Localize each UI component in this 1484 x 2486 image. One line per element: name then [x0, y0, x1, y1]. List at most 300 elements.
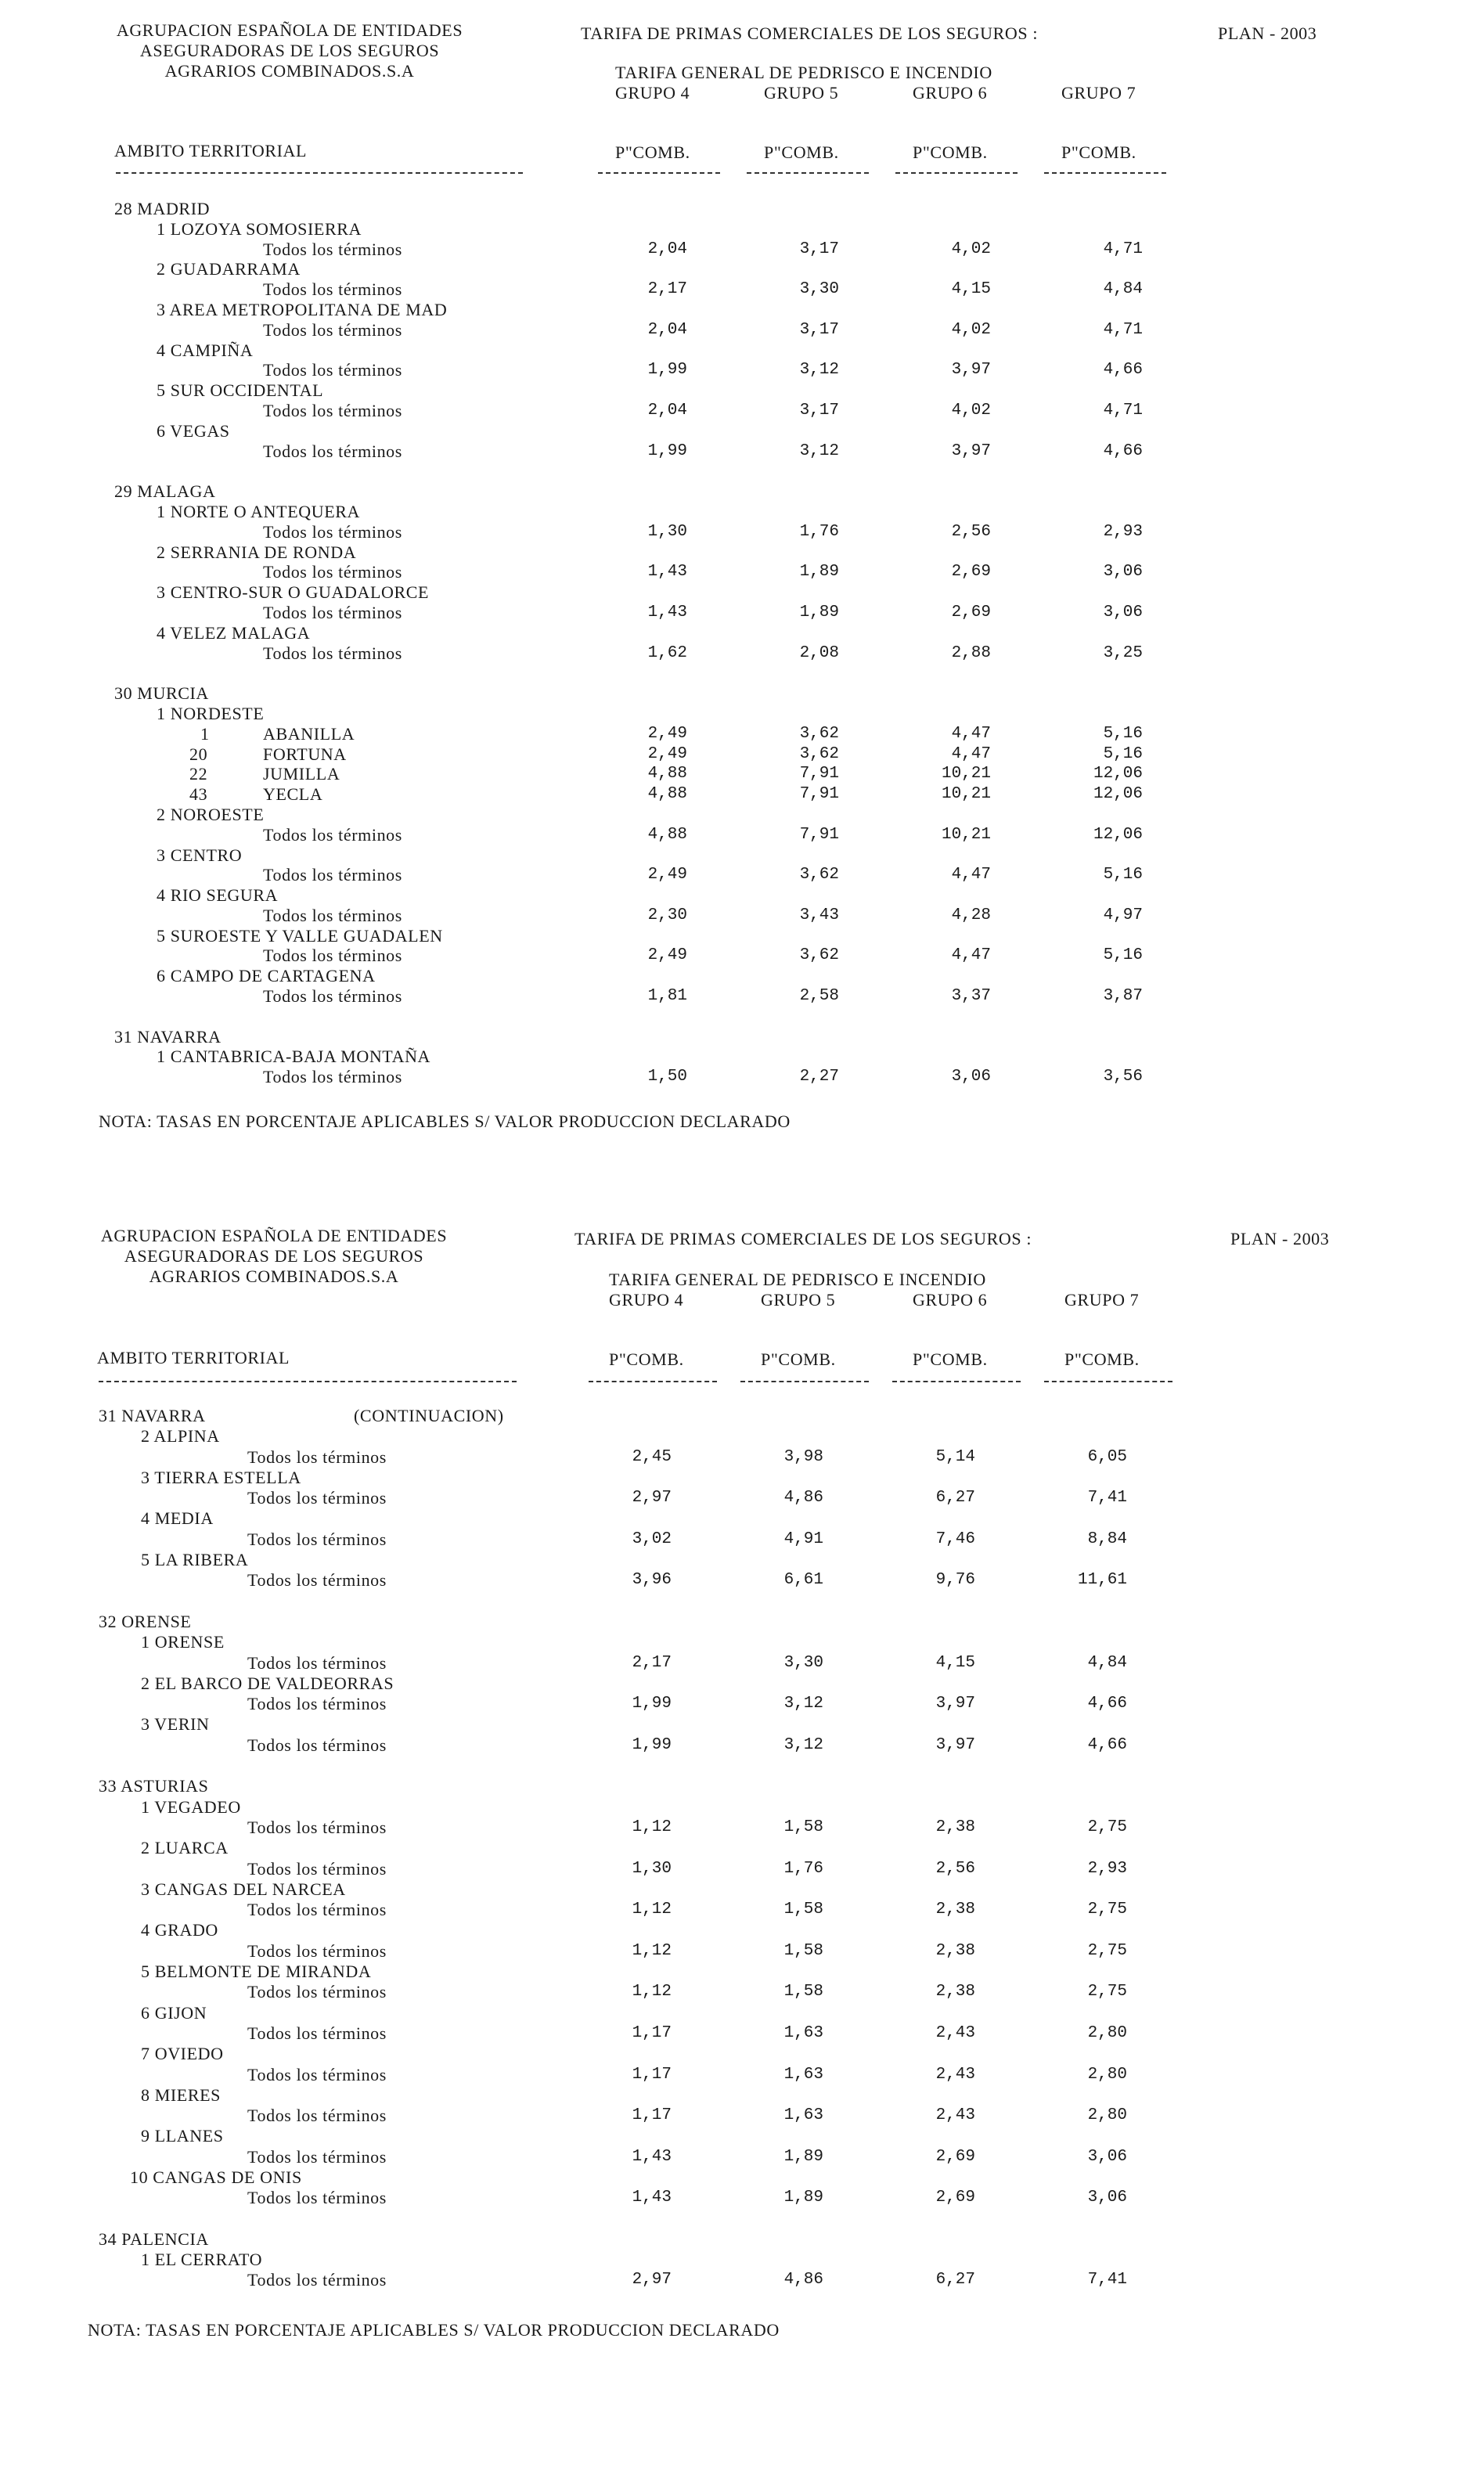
comarca-row [0, 219, 1484, 240]
comarca-label: 4 RIO SEGURA [157, 885, 279, 906]
header-divider-ambito [116, 172, 523, 174]
rate-value-grupo-6: 3,97 [951, 441, 991, 460]
comarca-label: 8 MIERES [141, 2084, 221, 2105]
rate-value-grupo-4: 1,50 [647, 1068, 687, 1086]
province-row [0, 1776, 1484, 1796]
rate-value-grupo-7: 3,87 [1103, 987, 1143, 1006]
rate-value-grupo-5: 2,58 [799, 987, 839, 1006]
comarca-label: 3 CANGAS DEL NARCEA [141, 1879, 346, 1899]
rate-value-grupo-5: 3,17 [799, 320, 839, 339]
rate-value-grupo-5: 1,58 [783, 1818, 823, 1836]
rate-value-grupo-7: 4,84 [1103, 280, 1143, 299]
rate-value-grupo-5: 3,62 [799, 724, 839, 743]
rate-value-grupo-6: 2,88 [951, 643, 991, 662]
rate-value-grupo-5: 3,17 [799, 401, 839, 420]
rate-value-grupo-4: 1,43 [632, 2189, 672, 2207]
term-row [0, 2188, 1484, 2208]
rate-value-grupo-5: 3,12 [799, 361, 839, 380]
rate-value-grupo-5: 1,58 [783, 1901, 823, 1919]
rate-value-grupo-4: 1,99 [632, 1735, 672, 1754]
comarca-row [0, 1508, 1484, 1529]
rate-value-grupo-6: 2,38 [935, 1818, 975, 1836]
rate-value-grupo-7: 2,80 [1087, 2065, 1127, 2084]
rate-value-grupo-5: 4,86 [783, 1489, 823, 1508]
rate-value-grupo-4: 2,30 [647, 906, 687, 924]
term-label: Todos los términos [247, 1900, 387, 1920]
header-divider-col-3 [895, 172, 1018, 174]
municipio-label: JUMILLA [263, 764, 340, 784]
rate-value-grupo-5: 3,62 [799, 744, 839, 763]
term-label: Todos los términos [263, 360, 402, 380]
comarca-label: 4 CAMPIÑA [157, 340, 254, 360]
group-header-7: GRUPO 7 [1064, 1290, 1140, 1310]
municipio-code: 43 [189, 784, 208, 805]
term-label: Todos los términos [263, 400, 402, 420]
column-header-1: P"COMB. [609, 1349, 684, 1369]
rate-value-grupo-6: 2,69 [935, 2189, 975, 2207]
group-header-5: GRUPO 5 [764, 83, 839, 103]
comarca-row [0, 380, 1484, 401]
comarca-label: 3 AREA METROPOLITANA DE MAD [157, 299, 448, 319]
comarca-label: 2 SERRANIA DE RONDA [157, 542, 357, 562]
comarca-row [0, 926, 1484, 946]
rate-value-grupo-7: 6,05 [1087, 1447, 1127, 1466]
group-header-6: GRUPO 6 [913, 1290, 988, 1310]
province-row [0, 199, 1484, 219]
province-label: 29 MALAGA [114, 481, 216, 502]
rate-value-grupo-7: 2,80 [1087, 2023, 1127, 2042]
column-header-1: P"COMB. [615, 142, 690, 162]
comarca-label: 1 CANTABRICA-BAJA MONTAÑA [157, 1047, 431, 1067]
spacer-row [0, 1007, 1484, 1027]
rate-value-grupo-7: 4,71 [1103, 240, 1143, 258]
term-label: Todos los términos [247, 2270, 387, 2290]
municipio-code: 22 [189, 764, 208, 784]
term-row [0, 320, 1484, 340]
rate-value-grupo-7: 2,75 [1087, 1901, 1127, 1919]
rate-value-grupo-6: 6,27 [935, 1489, 975, 1508]
term-row [0, 522, 1484, 542]
rate-value-grupo-7: 3,06 [1087, 2189, 1127, 2207]
rate-value-grupo-6: 4,15 [935, 1653, 975, 1672]
org-name-line-3: AGRARIOS COMBINADOS.S.A [164, 61, 415, 81]
rate-value-grupo-5: 3,12 [783, 1735, 823, 1754]
rate-value-grupo-4: 2,17 [632, 1653, 672, 1672]
comarca-row [0, 2250, 1484, 2270]
tariff-table [0, 199, 1484, 1087]
term-row [0, 401, 1484, 421]
rate-value-grupo-4: 2,49 [647, 744, 687, 763]
header-divider-col-1 [589, 1381, 717, 1382]
comarca-label: 1 ORENSE [141, 1632, 225, 1652]
comarca-row [0, 300, 1484, 320]
ambito-territorial-header: AMBITO TERRITORIAL [97, 1348, 290, 1367]
comarca-label: 6 VEGAS [157, 420, 230, 441]
rate-value-grupo-5: 1,63 [783, 2065, 823, 2084]
comarca-label: 3 VERIN [141, 1714, 210, 1735]
comarca-row [0, 2085, 1484, 2106]
rate-value-grupo-7: 4,71 [1103, 320, 1143, 339]
rate-value-grupo-6: 4,47 [951, 724, 991, 743]
rate-value-grupo-5: 4,91 [783, 1529, 823, 1548]
term-label: Todos los términos [247, 1982, 387, 2002]
rate-value-grupo-7: 4,97 [1103, 906, 1143, 924]
term-label: Todos los términos [263, 319, 402, 340]
rate-value-grupo-7: 4,66 [1103, 361, 1143, 380]
rate-value-grupo-5: 3,98 [783, 1447, 823, 1466]
term-row [0, 946, 1484, 966]
comarca-label: 1 VEGADEO [141, 1796, 241, 1817]
comarca-row [0, 1879, 1484, 1900]
term-label: Todos los términos [263, 562, 402, 582]
comarca-label: 4 MEDIA [141, 1508, 214, 1529]
comarca-label: 9 LLANES [141, 2126, 224, 2146]
rate-value-grupo-5: 1,76 [783, 1859, 823, 1878]
footnote: NOTA: TASAS EN PORCENTAJE APLICABLES S/ VALOR PRODUCCION DECLARADO [99, 1111, 791, 1131]
term-row [0, 1570, 1484, 1591]
spacer-row [0, 2209, 1484, 2229]
province-label: 28 MADRID [114, 199, 211, 218]
rate-value-grupo-6: 4,47 [951, 866, 991, 885]
rate-value-grupo-6: 3,97 [935, 1735, 975, 1754]
rate-value-grupo-7: 11,61 [1077, 1571, 1127, 1590]
municipio-row [0, 744, 1484, 765]
municipio-row [0, 724, 1484, 744]
comarca-label: 2 EL BARCO DE VALDEORRAS [141, 1673, 394, 1693]
rate-value-grupo-6: 4,02 [951, 240, 991, 258]
rate-value-grupo-6: 4,02 [951, 401, 991, 420]
rate-value-grupo-5: 2,08 [799, 643, 839, 662]
term-row [0, 1653, 1484, 1674]
rate-value-grupo-6: 10,21 [941, 785, 991, 804]
term-label: Todos los términos [263, 643, 402, 663]
province-row [0, 1406, 1484, 1426]
province-label: 31 NAVARRA [99, 1406, 206, 1425]
term-label: Todos los términos [263, 986, 402, 1007]
municipio-label: ABANILLA [263, 723, 355, 744]
comarca-row [0, 1797, 1484, 1818]
rate-value-grupo-7: 3,06 [1103, 563, 1143, 582]
comarca-row [0, 885, 1484, 906]
comarca-label: 4 GRADO [141, 1920, 218, 1940]
term-label: Todos los términos [263, 239, 402, 259]
term-label: Todos los términos [263, 865, 402, 885]
rate-value-grupo-5: 6,61 [783, 1571, 823, 1590]
comarca-label: 7 OVIEDO [141, 2044, 224, 2064]
ambito-territorial-header: AMBITO TERRITORIAL [114, 141, 308, 160]
province-label: 30 MURCIA [114, 683, 209, 704]
rate-value-grupo-5: 1,76 [799, 522, 839, 541]
term-label: Todos los términos [247, 2188, 387, 2208]
rate-value-grupo-5: 3,43 [799, 906, 839, 924]
term-row [0, 1067, 1484, 1087]
term-label: Todos los términos [247, 1694, 387, 1714]
province-row [0, 683, 1484, 704]
term-row [0, 360, 1484, 380]
term-row [0, 441, 1484, 462]
tariff-subtitle: TARIFA GENERAL DE PEDRISCO E INCENDIO [609, 1270, 986, 1289]
rate-value-grupo-6: 2,56 [935, 1859, 975, 1878]
comarca-label: 2 NOROESTE [157, 804, 265, 824]
rate-value-grupo-5: 3,62 [799, 866, 839, 885]
rate-value-grupo-4: 4,88 [647, 785, 687, 804]
tariff-table [0, 1406, 1484, 2291]
term-row [0, 2147, 1484, 2167]
comarca-label: 3 CENTRO-SUR O GUADALORCE [157, 582, 430, 603]
group-header-6: GRUPO 6 [913, 83, 988, 103]
comarca-label: 5 SUR OCCIDENTAL [157, 380, 324, 401]
term-row [0, 2065, 1484, 2085]
rate-value-grupo-7: 5,16 [1103, 744, 1143, 763]
rate-value-grupo-7: 3,06 [1103, 603, 1143, 622]
rate-value-grupo-4: 1,12 [632, 1941, 672, 1960]
term-row [0, 1529, 1484, 1550]
rate-value-grupo-4: 1,43 [647, 603, 687, 622]
rate-value-grupo-6: 4,15 [951, 280, 991, 299]
term-row [0, 2106, 1484, 2126]
rate-value-grupo-7: 3,06 [1087, 2147, 1127, 2166]
rate-value-grupo-5: 1,58 [783, 1983, 823, 2001]
term-label: Todos los términos [247, 1447, 387, 1467]
term-row [0, 906, 1484, 926]
rate-value-grupo-6: 2,38 [935, 1941, 975, 1960]
column-header-4: P"COMB. [1061, 142, 1136, 162]
rate-value-grupo-4: 1,17 [632, 2106, 672, 2125]
rate-value-grupo-4: 2,04 [647, 240, 687, 258]
rate-value-grupo-7: 3,25 [1103, 643, 1143, 662]
province-label: 34 PALENCIA [99, 2228, 209, 2249]
comarca-row [0, 2126, 1484, 2146]
municipio-code: 1 [200, 723, 210, 744]
term-label: Todos los términos [263, 521, 402, 542]
comarca-row [0, 502, 1484, 522]
term-row [0, 2023, 1484, 2044]
header-divider-col-1 [598, 172, 720, 174]
comarca-row [0, 340, 1484, 361]
comarca-label: 1 EL CERRATO [141, 2250, 263, 2270]
org-name-line-3: AGRARIOS COMBINADOS.S.A [149, 1266, 399, 1286]
term-row [0, 1694, 1484, 1714]
municipio-row [0, 764, 1484, 784]
rate-value-grupo-6: 2,43 [935, 2065, 975, 2084]
term-label: Todos los términos [247, 2023, 387, 2043]
rate-value-grupo-7: 2,75 [1087, 1818, 1127, 1836]
rate-value-grupo-6: 4,47 [951, 946, 991, 965]
term-row [0, 1488, 1484, 1508]
rate-value-grupo-6: 3,37 [951, 987, 991, 1006]
rate-value-grupo-4: 2,04 [647, 401, 687, 420]
plan-label: PLAN - 2003 [1230, 1229, 1330, 1248]
rate-value-grupo-7: 4,66 [1087, 1695, 1127, 1713]
rate-value-grupo-6: 4,47 [951, 744, 991, 763]
spacer-row [0, 1591, 1484, 1612]
rate-value-grupo-6: 4,28 [951, 906, 991, 924]
term-row [0, 562, 1484, 582]
header-divider-col-4 [1044, 172, 1166, 174]
province-row [0, 481, 1484, 502]
rate-value-grupo-7: 7,41 [1087, 2271, 1127, 2290]
rate-value-grupo-5: 3,12 [799, 441, 839, 460]
rate-value-grupo-7: 4,66 [1103, 441, 1143, 460]
municipio-label: FORTUNA [263, 744, 347, 764]
rate-value-grupo-7: 2,93 [1103, 522, 1143, 541]
rate-value-grupo-5: 1,89 [783, 2189, 823, 2207]
term-label: Todos los términos [263, 905, 402, 925]
term-row [0, 825, 1484, 845]
rate-value-grupo-6: 2,43 [935, 2106, 975, 2125]
comarca-row [0, 2044, 1484, 2064]
footnote: NOTA: TASAS EN PORCENTAJE APLICABLES S/ VALOR PRODUCCION DECLARADO [88, 2320, 780, 2340]
rate-value-grupo-5: 1,63 [783, 2106, 823, 2125]
rate-value-grupo-4: 2,17 [647, 280, 687, 299]
rate-value-grupo-4: 1,12 [632, 1818, 672, 1836]
rate-value-grupo-7: 2,75 [1087, 1941, 1127, 1960]
rate-value-grupo-6: 2,38 [935, 1901, 975, 1919]
rate-value-grupo-4: 3,02 [632, 1529, 672, 1548]
rate-value-grupo-4: 2,49 [647, 866, 687, 885]
rate-value-grupo-6: 2,38 [935, 1983, 975, 2001]
term-label: Todos los términos [247, 1735, 387, 1755]
header-divider-ambito [99, 1381, 517, 1382]
rate-value-grupo-7: 4,71 [1103, 401, 1143, 420]
spacer-row [0, 1756, 1484, 1776]
plan-label: PLAN - 2003 [1218, 23, 1317, 43]
rate-value-grupo-7: 3,56 [1103, 1068, 1143, 1086]
comarca-label: 2 GUADARRAMA [157, 259, 301, 279]
rate-value-grupo-4: 1,43 [647, 563, 687, 582]
comarca-row [0, 1838, 1484, 1858]
header-divider-col-3 [892, 1381, 1021, 1382]
rate-value-grupo-7: 4,66 [1087, 1735, 1127, 1754]
rate-value-grupo-5: 4,86 [783, 2271, 823, 2290]
comarca-label: 10 CANGAS DE ONIS [130, 2167, 302, 2187]
comarca-label: 1 NORDESTE [157, 703, 265, 723]
rate-value-grupo-6: 2,69 [935, 2147, 975, 2166]
org-name-line-1: AGRUPACION ESPAÑOLA DE ENTIDADES [116, 20, 463, 40]
province-row [0, 2229, 1484, 2250]
comarca-row [0, 704, 1484, 724]
comarca-row [0, 421, 1484, 441]
rate-value-grupo-4: 3,96 [632, 1571, 672, 1590]
rate-value-grupo-6: 3,97 [935, 1695, 975, 1713]
term-label: Todos los términos [247, 1570, 387, 1591]
rate-value-grupo-5: 2,27 [799, 1068, 839, 1086]
term-label: Todos los términos [247, 1858, 387, 1879]
comarca-label: 6 GIJON [141, 2002, 207, 2023]
rate-value-grupo-4: 1,99 [647, 441, 687, 460]
term-label: Todos los términos [247, 2064, 387, 2084]
comarca-label: 3 CENTRO [157, 845, 243, 865]
term-label: Todos los términos [263, 441, 402, 461]
rate-value-grupo-4: 2,49 [647, 724, 687, 743]
rate-value-grupo-6: 3,06 [951, 1068, 991, 1086]
comarca-label: 5 SUROESTE Y VALLE GUADALEN [157, 925, 443, 946]
rate-value-grupo-7: 2,75 [1087, 1983, 1127, 2001]
rate-value-grupo-5: 3,30 [799, 280, 839, 299]
group-header-4: GRUPO 4 [609, 1290, 684, 1310]
column-header-2: P"COMB. [764, 142, 839, 162]
comarca-row [0, 2003, 1484, 2023]
term-label: Todos los términos [247, 1488, 387, 1508]
comarca-row [0, 1920, 1484, 1940]
term-label: Todos los términos [263, 279, 402, 300]
comarca-row [0, 966, 1484, 986]
rate-value-grupo-4: 1,17 [632, 2065, 672, 2084]
municipio-row [0, 784, 1484, 805]
rate-value-grupo-4: 1,62 [647, 643, 687, 662]
column-header-3: P"COMB. [913, 1349, 988, 1369]
header-divider-col-2 [740, 1381, 869, 1382]
term-row [0, 2270, 1484, 2290]
rate-value-grupo-4: 1,12 [632, 1901, 672, 1919]
rate-value-grupo-6: 10,21 [941, 765, 991, 784]
term-label: Todos los términos [247, 2106, 387, 2126]
term-row [0, 643, 1484, 664]
org-name-line-2: ASEGURADORAS DE LOS SEGUROS [124, 1246, 424, 1266]
column-header-2: P"COMB. [761, 1349, 836, 1369]
comarca-label: 5 BELMONTE DE MIRANDA [141, 1962, 372, 1982]
rate-value-grupo-7: 12,06 [1093, 825, 1143, 844]
rate-value-grupo-7: 2,80 [1087, 2106, 1127, 2125]
rate-value-grupo-4: 1,12 [632, 1983, 672, 2001]
rate-value-grupo-5: 3,30 [783, 1653, 823, 1672]
rate-value-grupo-4: 1,30 [632, 1859, 672, 1878]
term-label: Todos los términos [263, 824, 402, 845]
comarca-row [0, 1468, 1484, 1488]
rate-value-grupo-4: 2,49 [647, 946, 687, 965]
comarca-row [0, 623, 1484, 643]
rate-value-grupo-5: 3,62 [799, 946, 839, 965]
term-label: Todos los términos [263, 1067, 402, 1087]
comarca-label: 3 TIERRA ESTELLA [141, 1467, 301, 1487]
rate-value-grupo-4: 2,04 [647, 320, 687, 339]
rate-value-grupo-6: 7,46 [935, 1529, 975, 1548]
comarca-row [0, 1714, 1484, 1735]
continuation-label: (CONTINUACION) [354, 1406, 504, 1425]
rate-value-grupo-4: 1,81 [647, 987, 687, 1006]
term-row [0, 1859, 1484, 1879]
term-label: Todos los términos [263, 602, 402, 622]
rate-value-grupo-7: 5,16 [1103, 724, 1143, 743]
rate-value-grupo-6: 10,21 [941, 825, 991, 844]
rate-value-grupo-6: 2,56 [951, 522, 991, 541]
province-label: 32 ORENSE [99, 1611, 192, 1631]
comarca-row [0, 1632, 1484, 1652]
rate-value-grupo-5: 1,89 [783, 2147, 823, 2166]
rate-value-grupo-7: 5,16 [1103, 866, 1143, 885]
term-label: Todos los términos [247, 1817, 387, 1837]
comarca-label: 1 LOZOYA SOMOSIERRA [157, 218, 362, 239]
group-header-4: GRUPO 4 [615, 83, 690, 103]
rate-value-grupo-4: 1,99 [632, 1695, 672, 1713]
term-row [0, 1735, 1484, 1756]
comarca-row [0, 2167, 1484, 2188]
header-divider-col-2 [747, 172, 869, 174]
term-row [0, 986, 1484, 1007]
rate-value-grupo-4: 1,30 [647, 522, 687, 541]
comarca-row [0, 845, 1484, 866]
rate-value-grupo-4: 4,88 [647, 825, 687, 844]
header-divider-col-4 [1044, 1381, 1172, 1382]
municipio-label: YECLA [263, 784, 323, 805]
comarca-row [0, 582, 1484, 603]
province-label: 33 ASTURIAS [99, 1776, 209, 1796]
term-row [0, 240, 1484, 260]
rate-value-grupo-5: 7,91 [799, 825, 839, 844]
rate-value-grupo-7: 5,16 [1103, 946, 1143, 965]
comarca-label: 6 CAMPO DE CARTAGENA [157, 966, 376, 986]
municipio-code: 20 [189, 744, 208, 764]
